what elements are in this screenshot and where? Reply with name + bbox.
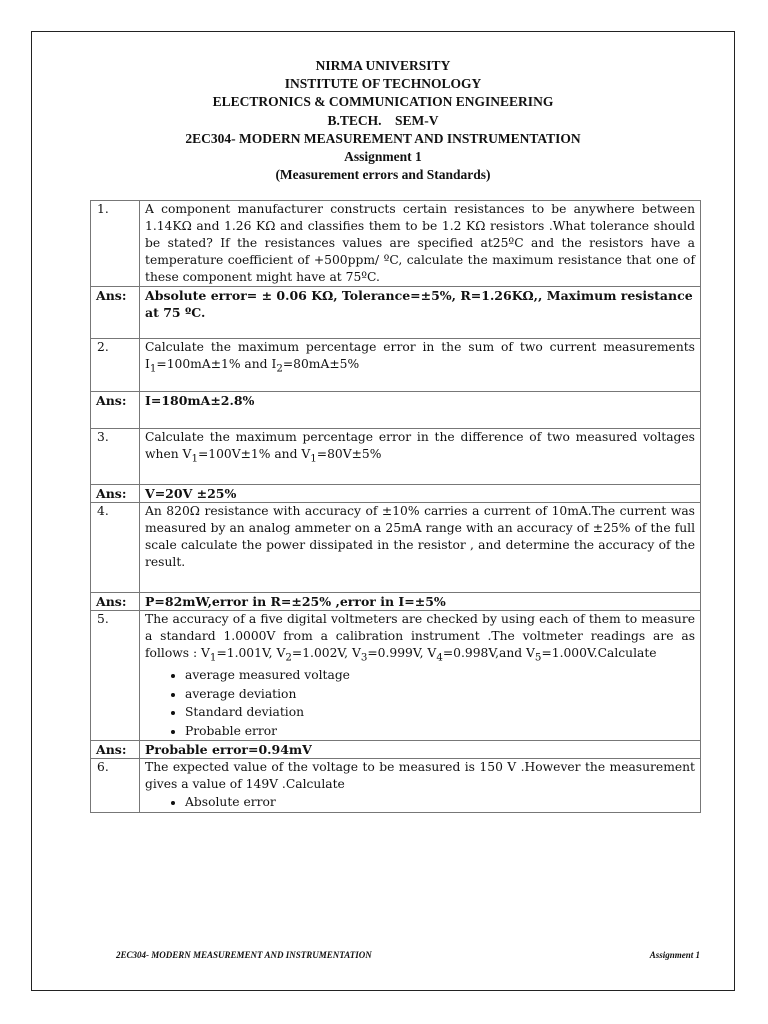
answer-row	[91, 392, 701, 429]
answer-text: I=180mA±2.8%	[140, 392, 701, 429]
list-item: • Probable error	[185, 722, 695, 741]
bullet-list	[145, 666, 695, 740]
question-row	[91, 759, 701, 813]
answer-text: Absolute error= ± 0.06 KΩ, Tolerance=±5%, R=1.26KΩ,, Maximum resistance at 75 ºC.	[140, 287, 701, 339]
question-number: 1.	[91, 201, 140, 287]
question-number: 4.	[91, 503, 140, 593]
question-row	[91, 339, 701, 392]
answer-row	[91, 485, 701, 503]
answer-text: V=20V ±25%	[140, 485, 701, 503]
question-text: An 820Ω resistance with accuracy of ±10% carries a current of 10mA.The current was measured by an analog ammeter on a 25mA range with an accuracy of ±25% of the full scale calculate the power dissipated in the resistor , and determine the accuracy of the result.	[140, 503, 701, 593]
answer-text: P=82mW,error in R=±25% ,error in I=±5%	[140, 593, 701, 611]
answer-label: Ans:	[91, 593, 140, 611]
question-number: 3.	[91, 429, 140, 485]
question-row	[91, 611, 701, 741]
footer-assignment-label: Assignment 1	[649, 950, 700, 960]
answer-label: Ans:	[91, 485, 140, 503]
answer-row	[91, 593, 701, 611]
list-item: • Absolute error	[185, 793, 695, 812]
answer-label: Ans:	[91, 741, 140, 759]
answer-row	[91, 741, 701, 759]
question-text: Calculate the maximum percentage error in the difference of two measured voltages when $V_1=100V\pm 1\%$ and $V_1=80V\pm 5\%$	[140, 429, 701, 485]
question-row	[91, 503, 701, 593]
answer-label: Ans:	[91, 392, 140, 429]
list-item: • Standard deviation	[185, 703, 695, 722]
assignment-title: Assignment 1	[344, 149, 422, 165]
answer-label: Ans:	[91, 287, 140, 339]
question-number: 2.	[91, 339, 140, 392]
list-item: • average measured voltage	[185, 666, 695, 685]
question-text: The accuracy of a five digital voltmeters are checked by using each of them to measure a standard 1.0000V from a calibration instrument .The voltmeter readings are as follows : $V_1=1.001V$, $V_2=1.002V$, $V_3=0.999V$, $V_4=0.998V,and$ $V_5=1.000V.Calculate$ • average measured voltage • average deviation • Standard deviation • Probable error	[140, 611, 701, 741]
question-row	[91, 201, 701, 287]
institute-name: INSTITUTE OF TECHNOLOGY	[284, 76, 482, 92]
document-header	[31, 57, 735, 184]
list-item: • average deviation	[185, 685, 695, 704]
question-text: Calculate the maximum percentage error in the sum of two current measurements $I_1=100mA\pm 1\%$ and $I_2=80mA\pm 5\%$	[140, 339, 701, 392]
question-row	[91, 429, 701, 485]
assignment-topic: (Measurement errors and Standards)	[275, 167, 491, 183]
question-text: A component manufacturer constructs certain resistances to be anywhere between 1.14KΩ and 1.26 KΩ and classifies them to be 1.2 KΩ resistors .What tolerance should be stated? If the resistances values are specified at25ºC and the resistors have a temperature coefficient of +500ppm/ ºC, calculate the maximum resistance that one of these component might have at 75ºC.	[140, 201, 701, 287]
department-name: ELECTRONICS & COMMUNICATION ENGINEERING	[212, 94, 554, 110]
university-name: NIRMA UNIVERSITY	[315, 58, 451, 73]
question-table	[90, 200, 701, 813]
question-text: The expected value of the voltage to be measured is 150 V .However the measurement gives a value of 149V .Calculate • Absolute error	[140, 759, 701, 813]
question-number: 5.	[91, 611, 140, 741]
answer-text: Probable error=0.94mV	[140, 741, 701, 759]
course-title: 2EC304- MODERN MEASUREMENT AND INSTRUMENTATION	[185, 130, 581, 146]
question-number: 6.	[91, 759, 140, 813]
bullet-list	[145, 793, 695, 812]
answer-row	[91, 287, 701, 339]
program-name: B.TECH. SEM-V	[327, 112, 439, 128]
footer-course-title: 2EC304- MODERN MEASUREMENT AND INSTRUMENTATION	[116, 950, 372, 960]
